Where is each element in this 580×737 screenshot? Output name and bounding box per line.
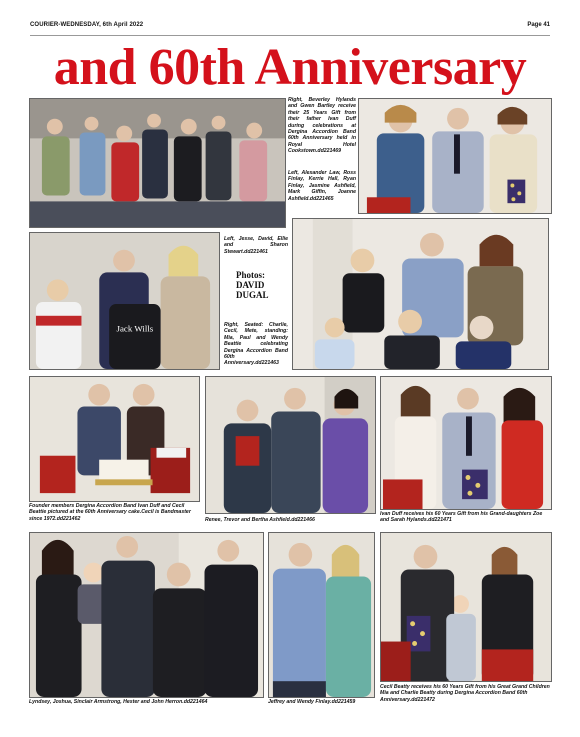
caption-beattie: Right, Seated: Charlie, Cecil, Mete, standing: Mia, Paul and Wendy Beattie celebrating Dergina Accordion Band 60th Anniversary.dd221463 — [224, 322, 288, 367]
page-number: Page 41 — [527, 22, 550, 28]
page-header — [30, 22, 550, 36]
photo-group-seven — [29, 98, 286, 228]
photo-credit — [236, 270, 292, 300]
caption-finlay-ashfield: Left, Alexander Law, Ross Finlay, Kerrie Hall, Ryan Finlay, Jasmine Ashfield, Mark Giffin, Joanne Ashfield.dd221465 — [288, 170, 356, 202]
photo-duff-gift — [358, 98, 552, 214]
publication-dateline: COURIER-WEDNESDAY, 6th April 2022 — [30, 22, 144, 28]
caption-finlay: Jeffrey and Wendy Finlay.dd221459 — [268, 699, 356, 705]
photo-armstrong-herron — [29, 532, 264, 698]
caption-duff-gift: Ivan Duff receives his 60 Years Gift from his Grand-daughters Zoe and Sarah Hylands.dd221471 — [380, 511, 543, 524]
caption-beatty-gift: Cecil Beatty receives his 60 Years Gift from his Great Grand Children Mia and Charlie Beatty during Dergina Accordion Band 60th Anniversary.dd221472 — [380, 684, 550, 703]
photo-finlay — [268, 532, 375, 698]
shirt-text: Jack Wills — [116, 323, 154, 334]
photo-duff-granddaughters — [380, 376, 552, 510]
photo-founders-cake — [29, 376, 200, 502]
credit-name-first: DAVID — [236, 280, 265, 290]
caption-ashfield: Renee, Trevor and Bertha Ashfield.dd221466 — [205, 517, 315, 523]
caption-founders: Founder members Dergina Accordion Band Ivan Duff and Cecil Beattie pictured at the 60th Anniversary cake.Cecil is Bandmaster since 1972.dd221462 — [29, 503, 191, 522]
photo-stewart-family — [29, 232, 220, 370]
photo-beatty-gift — [380, 532, 552, 682]
photo-ashfield — [205, 376, 376, 514]
caption-hylands-bartley: Right, Beverley Hylands and Gwen Bartley receive their 25 Years Gift from their father Ivan Duff during celebrations at Dergina Accordion Band 60th Anniversary held in Royal Hotel Cookstown.dd221469 — [288, 97, 356, 155]
caption-stewart: Left, Jesse, David, Ellie and Sharon Stewart.dd221461 — [224, 236, 288, 255]
headline: and 60th Anniversary — [53, 39, 527, 96]
credit-name-last: DUGAL — [236, 290, 269, 300]
photo-beattie-family — [292, 218, 549, 370]
caption-armstrong-herron: Lyndsey, Joshua, Sinclair Armstrong, Hester and John Herron.dd221464 — [29, 699, 208, 705]
credit-label: Photos: — [236, 270, 265, 280]
